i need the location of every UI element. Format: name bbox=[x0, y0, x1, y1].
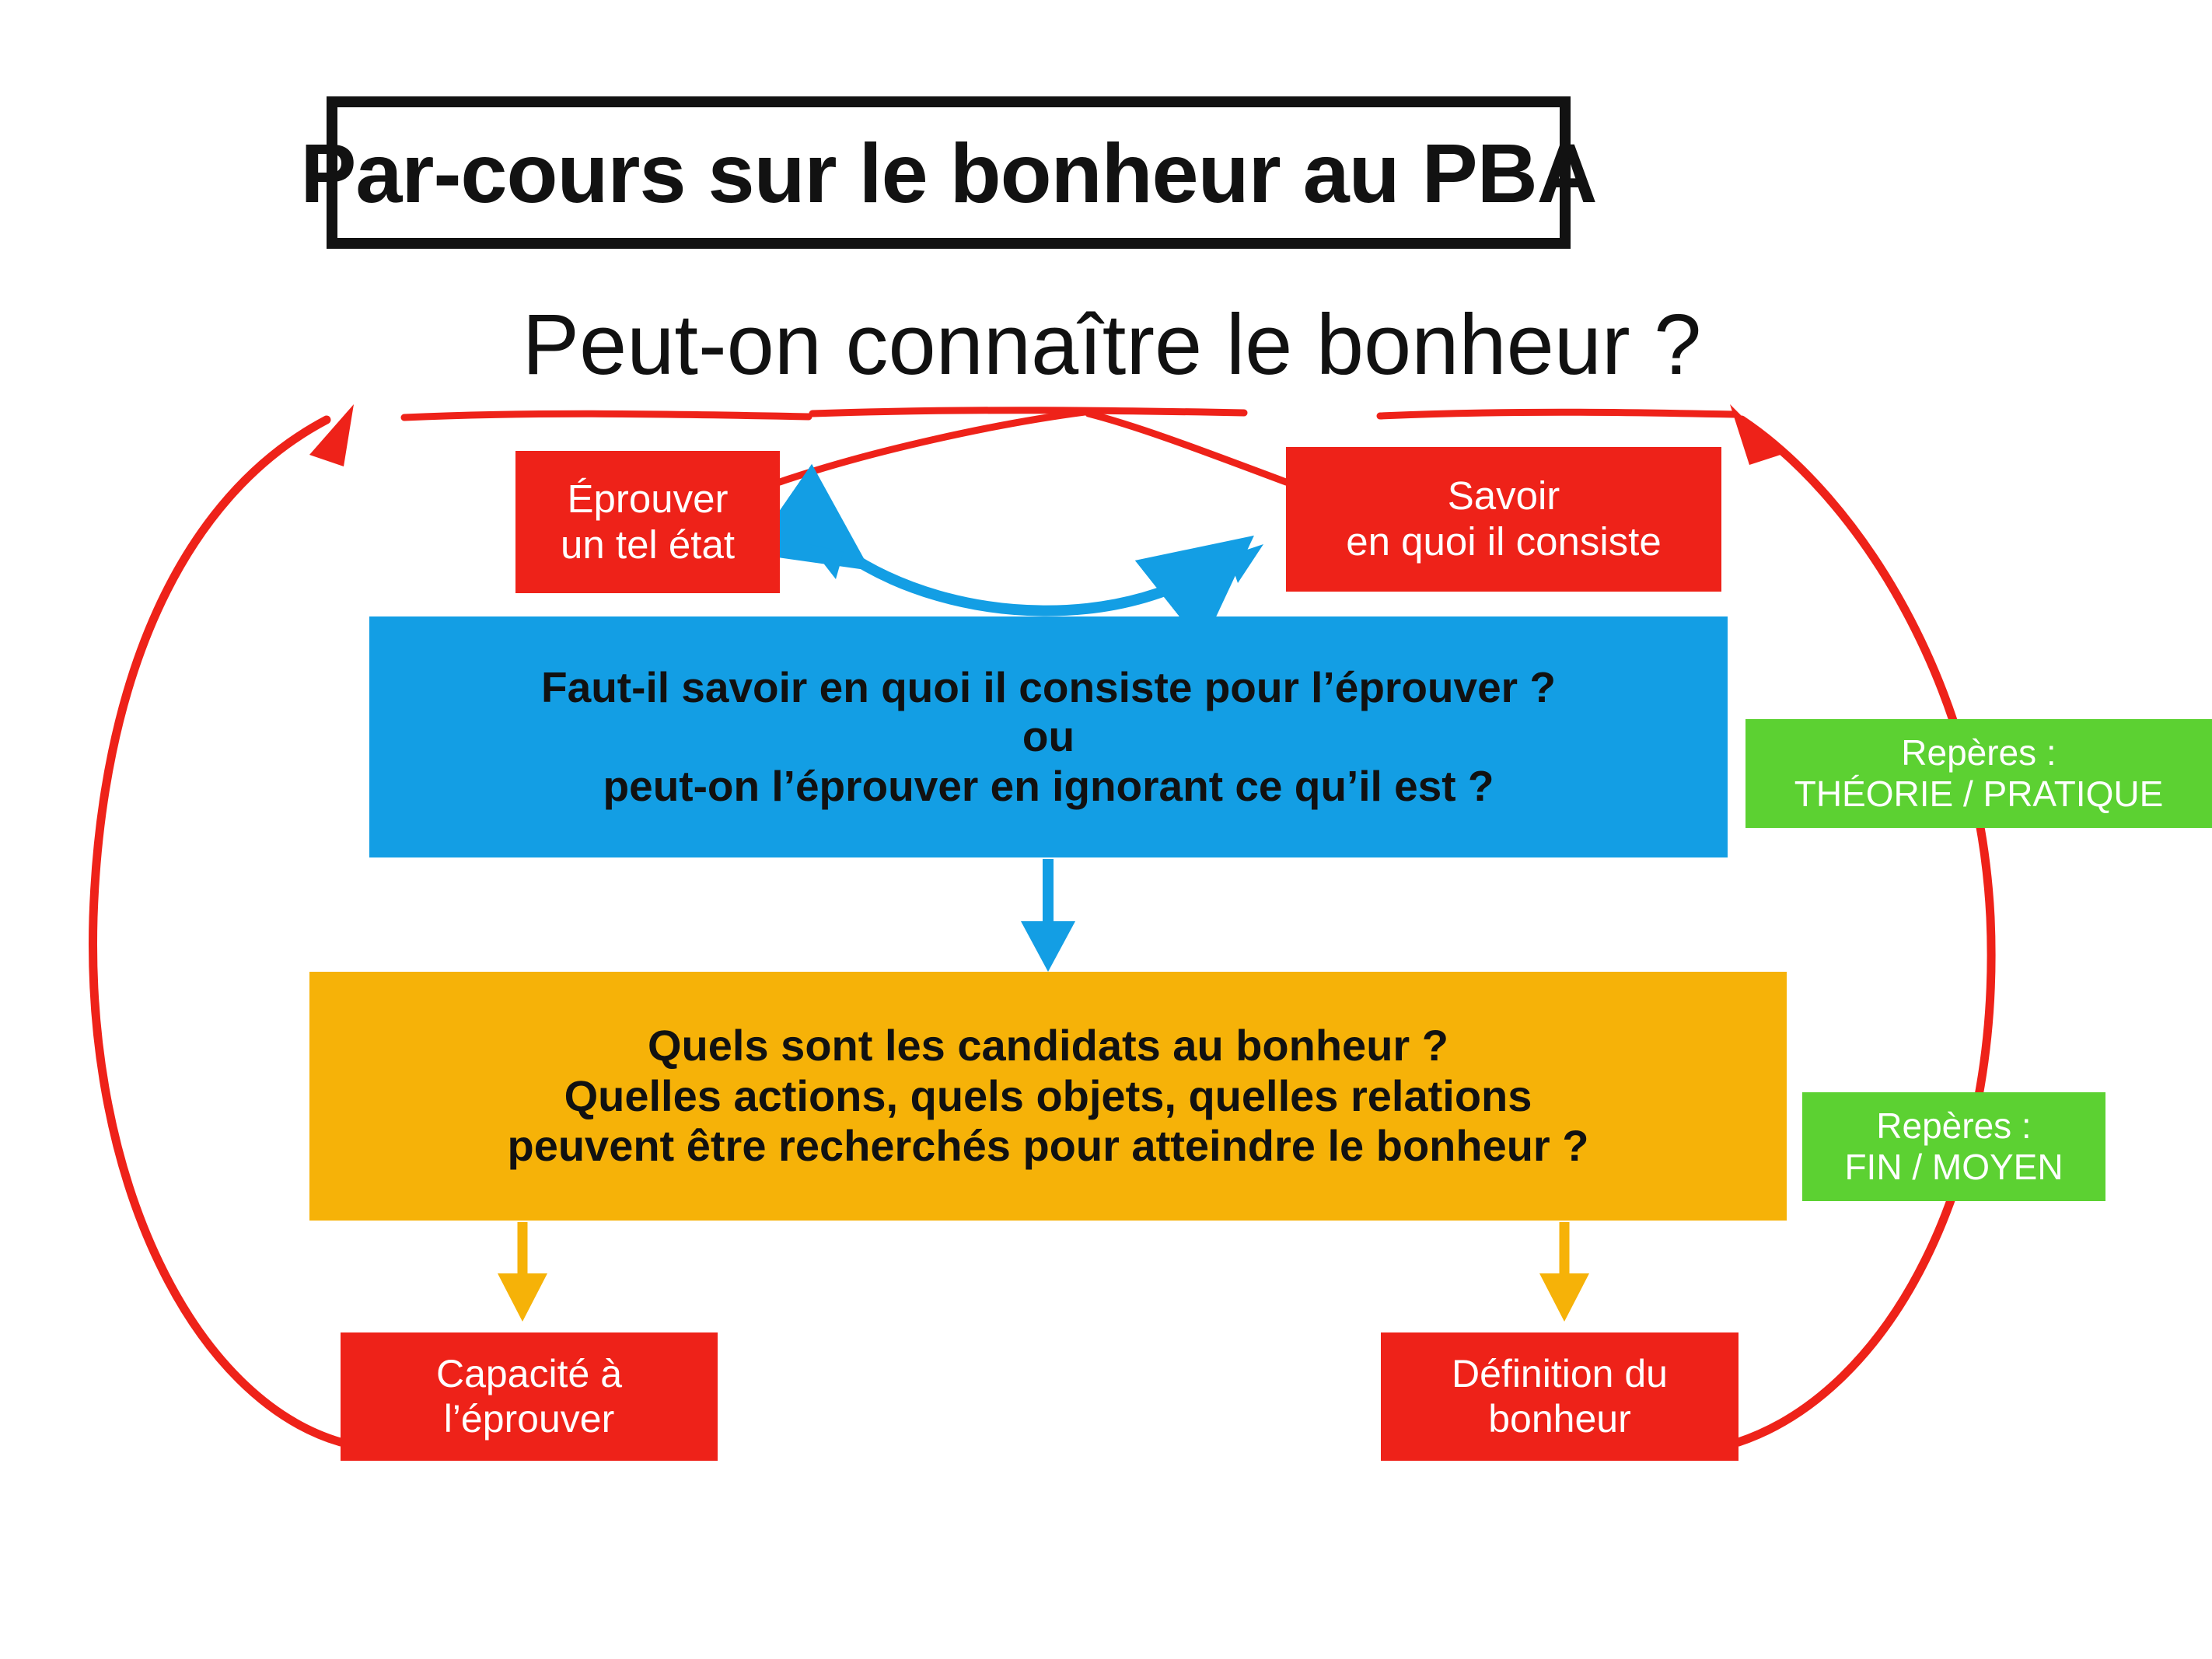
connector-question-to-candidats bbox=[1021, 859, 1075, 972]
node-reperes-1-line1: Repères : bbox=[1901, 732, 2056, 774]
node-candidats[interactable] bbox=[309, 972, 1787, 1221]
node-definition-line1: Définition du bbox=[1452, 1352, 1668, 1395]
connector-savoir-eprouver-double bbox=[809, 544, 1263, 611]
node-definition-line2: bonheur bbox=[1488, 1396, 1631, 1441]
node-reperes-2-line2: FIN / MOYEN bbox=[1844, 1147, 2063, 1187]
node-capacite[interactable] bbox=[341, 1332, 718, 1461]
node-question-bleue[interactable] bbox=[369, 616, 1728, 857]
node-definition[interactable] bbox=[1381, 1332, 1738, 1461]
node-savoir-line1: Savoir bbox=[1447, 473, 1560, 519]
page-title: Par-cours sur le bonheur au PBA bbox=[300, 125, 1597, 220]
title-box bbox=[300, 96, 1597, 249]
connector-definition-to-subtitle bbox=[1730, 404, 1991, 1442]
node-savoir-line2: en quoi il consiste bbox=[1346, 519, 1662, 564]
node-eprouver[interactable] bbox=[515, 451, 780, 593]
node-eprouver-line1: Éprouver bbox=[567, 476, 729, 521]
node-question-bleue-line3: peut-on l’éprouver en ignorant ce qu’il est ? bbox=[603, 761, 1494, 810]
underline-connaitre bbox=[812, 410, 1244, 414]
node-capacite-line2: l’éprouver bbox=[443, 1396, 615, 1441]
node-capacite-line1: Capacité à bbox=[435, 1352, 623, 1395]
underline-peut-on bbox=[404, 414, 809, 417]
node-reperes-2-line1: Repères : bbox=[1876, 1105, 2032, 1147]
node-reperes-fin-moyen[interactable] bbox=[1802, 1092, 2105, 1201]
node-eprouver-line2: un tel état bbox=[561, 522, 735, 567]
connector-capacite-to-subtitle bbox=[93, 404, 354, 1442]
node-reperes-1-line2: THÉORIE / PRATIQUE bbox=[1794, 774, 2164, 814]
node-question-bleue-line2: ou bbox=[1022, 712, 1075, 761]
subtitle-question: Peut-on connaître le bonheur ? bbox=[522, 297, 1702, 393]
node-candidats-line1: Quels sont les candidats au bonheur ? bbox=[648, 1021, 1448, 1070]
underline-bonheur bbox=[1380, 412, 1734, 416]
node-candidats-line3: peuvent être recherchés pour atteindre le bonheur ? bbox=[507, 1121, 1589, 1171]
connector-candidats-to-capacite bbox=[498, 1222, 547, 1322]
connector-eprouver-to-subtitle bbox=[780, 412, 1085, 482]
node-reperes-theorie-pratique[interactable] bbox=[1745, 719, 2212, 828]
connector-candidats-to-definition bbox=[1539, 1222, 1589, 1322]
node-savoir[interactable] bbox=[1286, 447, 1721, 592]
connector-savoir-to-subtitle bbox=[1089, 414, 1286, 482]
node-candidats-line2: Quelles actions, quels objets, quelles relations bbox=[564, 1070, 1532, 1120]
node-question-bleue-line1: Faut-il savoir en quoi il consiste pour l’éprouver ? bbox=[541, 663, 1556, 712]
